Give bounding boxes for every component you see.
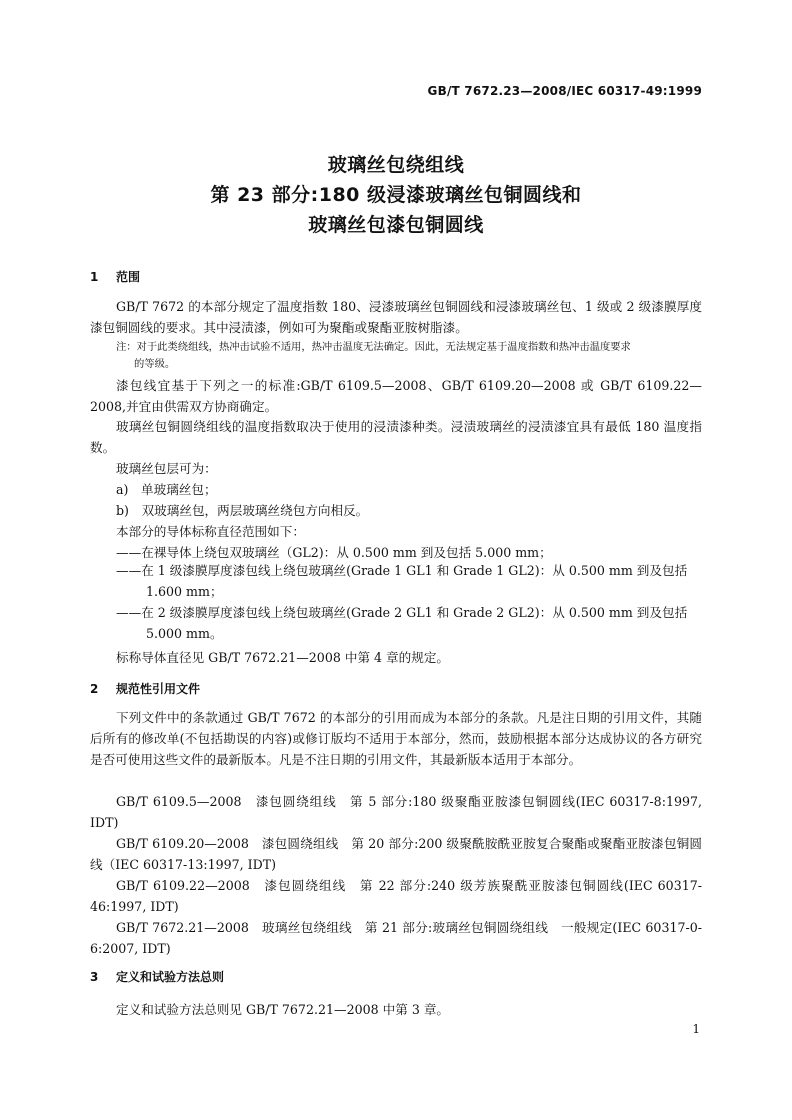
title-line-1: 玻璃丝包绕组线	[327, 154, 465, 176]
title-line-3: 玻璃丝包漆包铜圆线	[308, 214, 484, 236]
section-title: 规范性引用文件	[116, 682, 201, 696]
section-number: 1	[90, 270, 99, 284]
section-2-heading	[90, 680, 200, 697]
dash-item-3	[116, 602, 702, 644]
scope-paragraph-6: 标称导体直径见 GB/T 7672.21—2008 中第 4 章的规定。	[116, 650, 450, 665]
section-number: 2	[90, 682, 99, 696]
dash-item-2-line-2: 1.600 mm；	[146, 584, 223, 599]
list-item-a: a) 单玻璃丝包；	[116, 482, 217, 497]
reference-item: GB/T 6109.5—2008 漆包圆绕组线 第 5 部分:180 级聚酯亚胺漆包铜圆线(IEC 60317-8:1997, IDT)	[90, 794, 702, 830]
reference-item: GB/T 6109.22—2008 漆包圆绕组线 第 22 部分:240 级芳族聚酰亚胺漆包铜圆线(IEC 60317-46:1997, IDT)	[90, 878, 702, 914]
scope-paragraph-2: 漆包线宜基于下列之一的标准:GB/T 6109.5—2008、GB/T 6109.20—2008 或 GB/T 6109.22—2008,并宜由供需双方协商确定。	[90, 378, 702, 414]
references-intro-paragraph: 下列文件中的条款通过 GB/T 7672 的本部分的引用而成为本部分的条款。凡是注日期的引用文件，其随后所有的修改单(不包括勘误的内容)或修订版均不适用于本部分，然而，鼓励根据本部分达成协议的各方研究是否可使用这些文件的最新版本。凡是不注日期的引用文件，其最新版本适用于本部分。	[90, 710, 702, 767]
dash-item-3-line-1: ——在 2 级漆膜厚度漆包线上绕包玻璃丝(Grade 2 GL1 和 Grade 2 GL2)：从 0.500 mm 到及包括	[116, 605, 688, 620]
section-3-heading	[90, 968, 224, 985]
definitions-paragraph: 定义和试验方法总则见 GB/T 7672.21—2008 中第 3 章。	[116, 1002, 450, 1017]
scope-note	[116, 339, 702, 373]
scope-paragraph-1: GB/T 7672 的本部分规定了温度指数 180、浸漆玻璃丝包铜圆线和浸漆玻璃丝包、1 级或 2 级漆膜厚度漆包铜圆线的要求。其中浸渍漆，例如可为聚酯或聚酯亚胺树脂漆。	[90, 299, 702, 335]
dash-item-3-line-2: 5.000 mm。	[146, 626, 223, 641]
dash-item-1: ——在裸导体上绕包双玻璃丝（GL2)：从 0.500 mm 到及包括 5.000 mm；	[116, 545, 552, 560]
section-1-heading	[90, 268, 140, 285]
note-line-1: 注：对于此类绕组线，热冲击试验不适用，热冲击温度无法确定。因此，无法规定基于温度指数和热冲击温度要求	[116, 341, 631, 353]
section-title: 范围	[116, 270, 141, 284]
note-line-2: 的等级。	[134, 358, 176, 370]
section-number: 3	[90, 970, 99, 984]
section-title: 定义和试验方法总则	[116, 970, 225, 984]
reference-item: GB/T 7672.21—2008 玻璃丝包绕组线 第 21 部分:玻璃丝包铜圆绕组线 一般规定(IEC 60317-0-6:2007, IDT)	[90, 920, 702, 956]
page-number: 1	[692, 1022, 700, 1036]
scope-paragraph-3: 玻璃丝包铜圆绕组线的温度指数取决于使用的浸渍漆种类。浸渍玻璃丝的浸渍漆宜具有最低 180 温度指数。	[90, 419, 702, 455]
title-line-2: 第 23 部分:180 级浸漆玻璃丝包铜圆线和	[210, 184, 582, 206]
reference-item: GB/T 6109.20—2008 漆包圆绕组线 第 20 部分:200 级聚酰胺酰亚胺复合聚酯或聚酯亚胺漆包铜圆线（IEC 60317-13:1997, IDT)	[90, 836, 702, 872]
list-item-b: b) 双玻璃丝包，两层玻璃丝绕包方向相反。	[116, 503, 369, 518]
dash-item-2	[116, 560, 702, 602]
dash-item-2-line-1: ——在 1 级漆膜厚度漆包线上绕包玻璃丝(Grade 1 GL1 和 Grade 1 GL2)：从 0.500 mm 到及包括	[116, 563, 688, 578]
scope-paragraph-4: 玻璃丝包层可为：	[116, 461, 217, 476]
scope-paragraph-5: 本部分的导体标称直径范围如下：	[116, 524, 305, 539]
standard-number: GB/T 7672.23—2008/IEC 60317-49:1999	[427, 84, 702, 98]
